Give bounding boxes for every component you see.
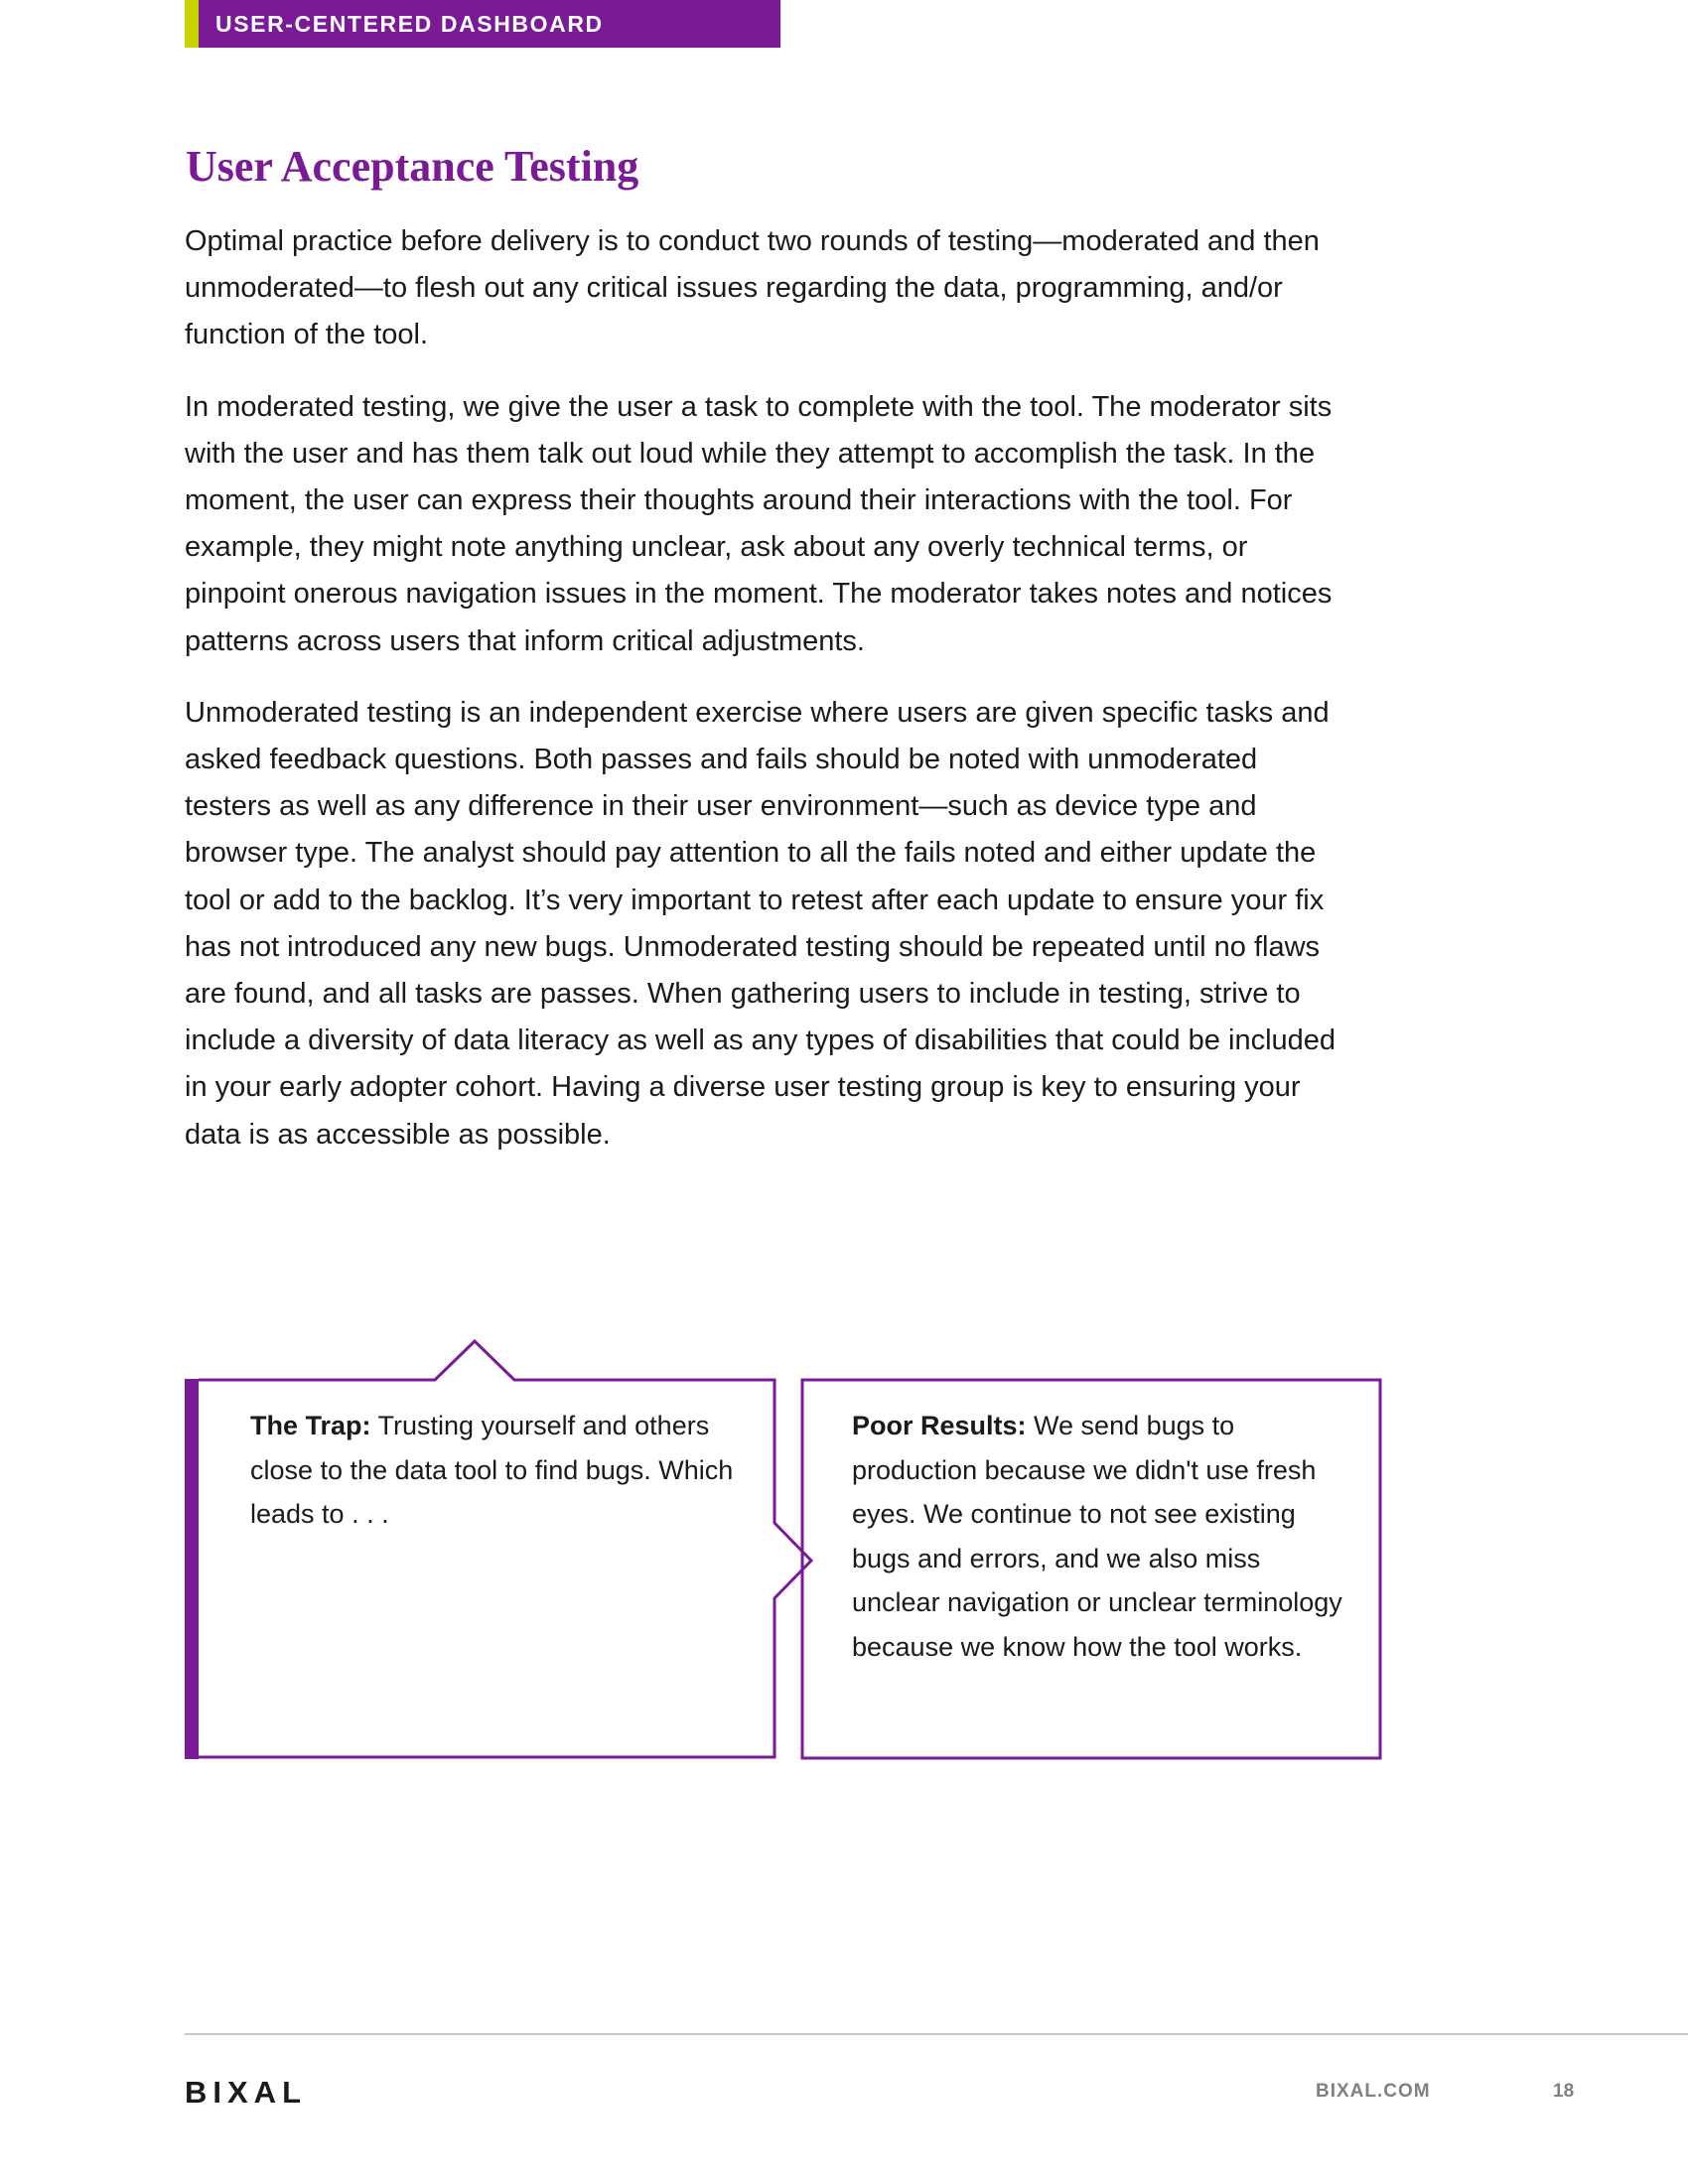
paragraph-intro: Optimal practice before delivery is to conduct two rounds of testing—moderated and then unmoderated—to flesh out any critical issues regarding the data, programming, and/or function of the tool. [185,225,1320,351]
section-header-tag [185,0,780,84]
paragraph-moderated-testing: In moderated testing, we give the user a task to complete with the tool. The moderator sits with the user and has them talk out loud while they attempt to accomplish the task. In the moment, the user can express their thoughts around their interactions with the tool. For example, they might note anything unclear, ask about any overly technical terms, or pinpoint onerous navigation issues in the moment. The moderator takes notes and notices patterns across users that inform critical adjustments. [185,390,1333,657]
results-callout-text [852,1404,1348,1669]
body-text [185,218,1346,1183]
section-label: USER-CENTERED DASHBOARD DEVELOPMENT [199,0,780,48]
footer-website: BIXAL.COM [1316,2081,1431,2102]
page-title: User Acceptance Testing [186,142,639,191]
trap-callout-text [250,1404,757,1537]
trap-label: The Trap: [250,1411,371,1440]
bixal-logo: BIXAL [185,2075,307,2110]
footer-divider [185,2033,1688,2035]
trap-body: Trusting yourself and others close to the data tool to find bugs. Which leads to . . . [250,1411,734,1529]
results-label: Poor Results: [852,1411,1027,1440]
page-number: 18 [1553,2081,1575,2102]
paragraph-unmoderated-testing: Unmoderated testing is an independent exercise where users are given specific tasks and asked feedback questions. Both passes and fails should be noted with unmoderated testers as well as any difference in their user environment—such as device type and browser type. The analyst should pay attention to all the fails noted and either update the tool or add to the backlog. It’s very important to retest after each update to ensure your fix has not introduced any new bugs. Unmoderated testing should be repeated until no flaws are found, and all tasks are passes. When gathering users to include in testing, strive to include a diversity of data literacy as well as any types of disabilities that could be included in your early adopter cohort. Having a diverse user testing group is key to ensuring your data is as accessible as possible. [185,696,1336,1151]
trap-box-left-bar [185,1379,199,1759]
header-accent-bar [185,0,199,48]
results-body: We send bugs to production because we didn't use fresh eyes. We continue to not see existing bugs and errors, and we also miss unclear navigation or unclear terminology because we know how the tool works. [852,1411,1342,1662]
